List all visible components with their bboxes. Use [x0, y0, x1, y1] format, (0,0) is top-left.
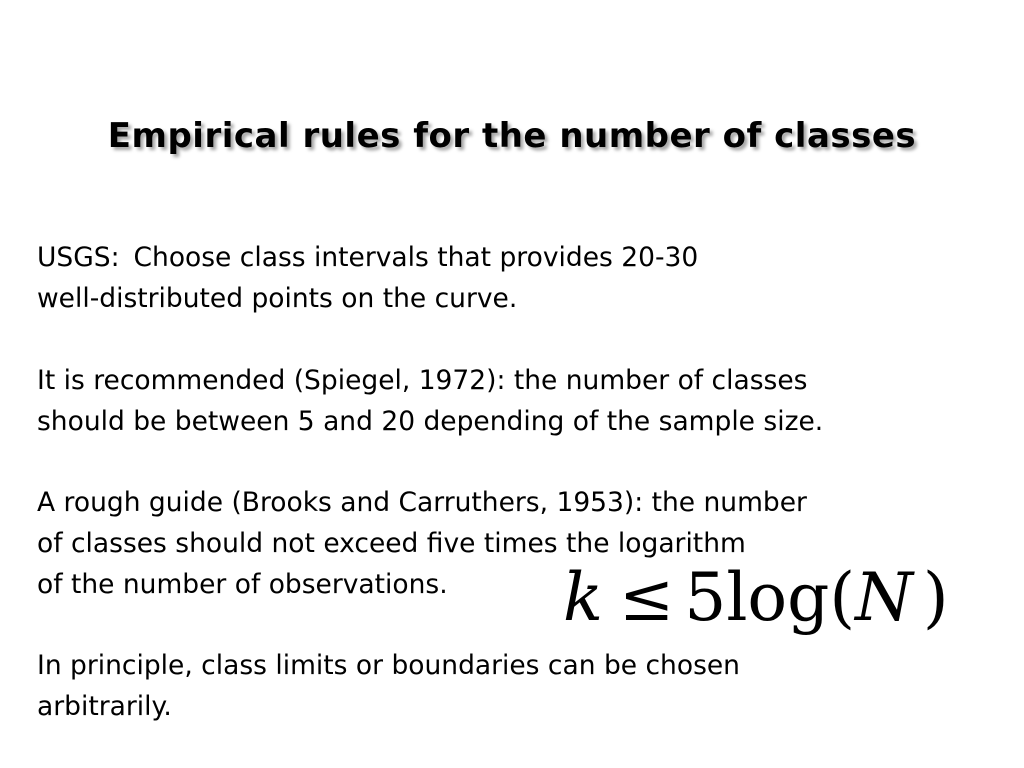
- principle-paragraph: [37, 645, 740, 727]
- brooks-line-1: A rough guide (Brooks and Carruthers, 1953): the number: [37, 487, 807, 518]
- formula-k: k: [563, 559, 603, 636]
- brooks-line-3: of the number of observations.: [37, 569, 448, 600]
- usgs-paragraph: [37, 237, 698, 319]
- usgs-line-1: [37, 237, 698, 278]
- slide-title: Empirical rules for the number of classes: [107, 116, 917, 156]
- formula-n: N: [855, 559, 913, 636]
- formula-coefficient: 5: [684, 559, 727, 636]
- usgs-text-1: Choose class intervals that provides 20-30: [133, 242, 699, 273]
- spiegel-line-2: should be between 5 and 20 depending of the sample size.: [37, 406, 824, 437]
- formula-leq: ≤: [619, 559, 675, 636]
- principle-line-1: In principle, class limits or boundaries can be chosen: [37, 650, 740, 681]
- formula-log: log(: [726, 559, 856, 636]
- log-formula: [563, 558, 949, 638]
- spiegel-line-1: It is recommended (Spiegel, 1972): the number of classes: [37, 365, 808, 396]
- principle-line-2: arbitrarily.: [37, 691, 172, 722]
- usgs-label: USGS:: [37, 242, 120, 273]
- brooks-line-2: of classes should not exceed five times the logarithm: [37, 528, 746, 559]
- usgs-line-2: well-distributed points on the curve.: [37, 283, 518, 314]
- spiegel-paragraph: [37, 360, 823, 442]
- formula-close: ): [922, 559, 949, 636]
